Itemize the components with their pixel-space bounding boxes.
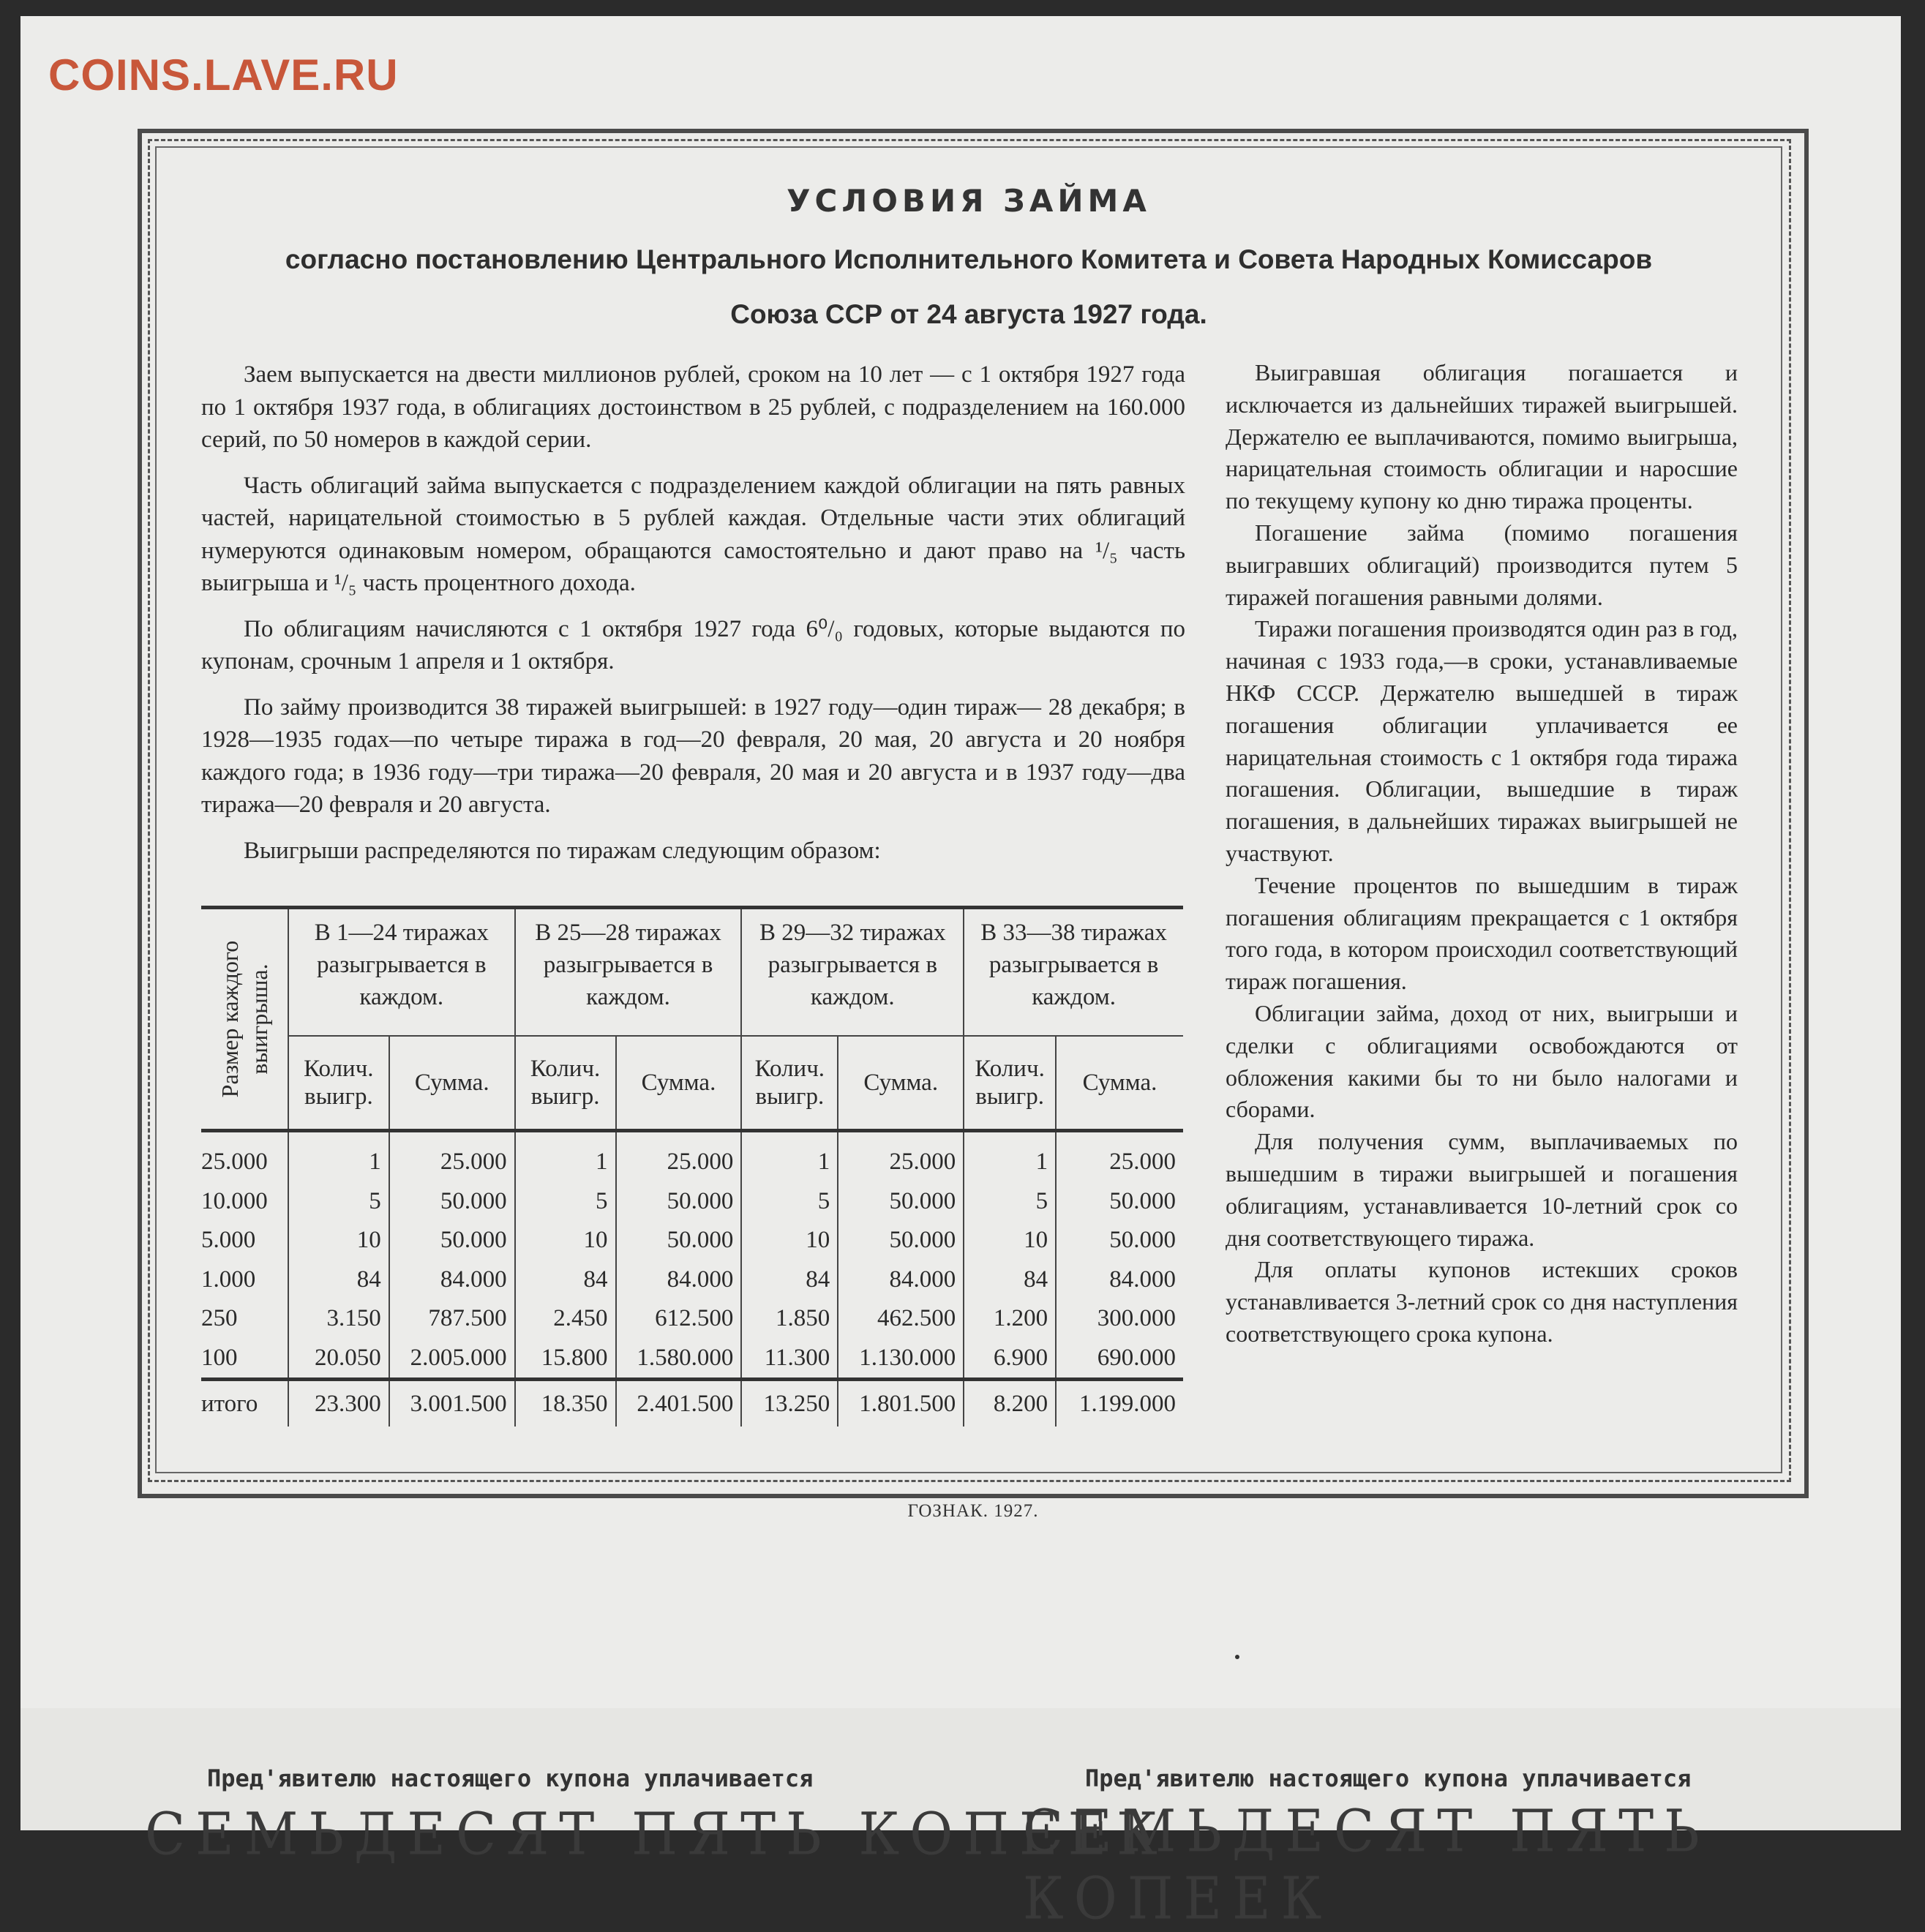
sum-header: Сумма. xyxy=(616,1036,742,1131)
group-header: В 29—32 тиражах разыгрывается в каждом. xyxy=(741,908,964,1036)
prize-sum: 50.000 xyxy=(389,1221,515,1260)
prize-count: 3.150 xyxy=(288,1299,389,1339)
prize-count: 10 xyxy=(515,1221,616,1260)
prize-sum: 84.000 xyxy=(1056,1260,1183,1300)
prize-count: 84 xyxy=(741,1260,838,1300)
size-header: Размер каждого выигрыша. xyxy=(216,940,272,1098)
prize-rows xyxy=(201,1131,1183,1380)
paragraph: Для оплаты купонов истекших сроков устанавливается 3-летний срок со дня наступления соответствующего срока купона. xyxy=(1226,1256,1738,1347)
prize-sum: 50.000 xyxy=(1056,1221,1183,1260)
prize-size: 250 xyxy=(201,1305,238,1332)
paragraph: По облигациям начисляются с 1 октября 1927 года 6⁰/₀ годовых, которые выдаются по купонам, срочным 1 апреля и 1 октября. xyxy=(201,615,1185,674)
watermark: COINS.LAVE.RU xyxy=(48,50,399,99)
total-sum: 1.199.000 xyxy=(1056,1380,1183,1427)
prize-count: 1.200 xyxy=(964,1299,1056,1339)
table-row xyxy=(201,1221,1183,1260)
prize-sum: 84.000 xyxy=(838,1260,964,1300)
paragraph: Для получения сумм, выплачиваемых по вышедшим в тиражи выигрышей и погашения облигациям, устанавливается 10-летний срок со дня соответствующего тиража. xyxy=(1226,1128,1738,1251)
prize-size: 100 xyxy=(201,1344,238,1371)
prize-sum: 25.000 xyxy=(616,1131,742,1182)
prize-sum: 50.000 xyxy=(1056,1182,1183,1222)
coupon-text-left: Пред'явителю настоящего купона уплачивается xyxy=(207,1764,814,1792)
document-subtitle-line1: согласно постановлению Центрального Исполнительного Комитета и Совета Народных Комиссаров xyxy=(285,244,1653,274)
prize-sum: 25.000 xyxy=(389,1131,515,1182)
paragraph: Заем выпускается на двести миллионов рублей, сроком на 10 лет — с 1 октября 1927 года по 1 октября 1937 года, в облигациях достоинством в 25 рублей, с подразделением на 160.000 серий, по 50 номеров в каждой серии. xyxy=(201,361,1185,453)
count-header: Колич. выигр. xyxy=(964,1036,1056,1131)
prize-count: 1 xyxy=(964,1131,1056,1182)
prize-sum: 84.000 xyxy=(389,1260,515,1300)
group-header: В 33—38 тиражах разыгрывается в каждом. xyxy=(964,908,1183,1036)
prize-sum: 50.000 xyxy=(838,1221,964,1260)
prize-sum: 690.000 xyxy=(1056,1339,1183,1380)
total-sum: 2.401.500 xyxy=(616,1380,742,1427)
total-sum: 1.801.500 xyxy=(838,1380,964,1427)
prize-count: 5 xyxy=(515,1182,616,1222)
group-header: В 1—24 тиражах разыгрывается в каждом. xyxy=(288,908,515,1036)
prize-count: 84 xyxy=(515,1260,616,1300)
size-header-cell xyxy=(201,908,288,1131)
total-sum: 3.001.500 xyxy=(389,1380,515,1427)
prize-count: 1 xyxy=(288,1131,389,1182)
left-column xyxy=(201,358,1185,880)
prize-sum: 84.000 xyxy=(616,1260,742,1300)
paragraph: Часть облигаций займа выпускается с подразделением каждой облигации на пять равных частей, нарицательной стоимостью в 5 рублей каждая. Отдельные части этих облигаций нумеруются одинаковым номером, обращаются самостоятельно и дают право на ¹/₅ часть выигрыша и ¹/₅ часть процентного дохода. xyxy=(201,472,1185,596)
prize-count: 15.800 xyxy=(515,1339,616,1380)
prize-sum: 25.000 xyxy=(1056,1131,1183,1182)
printer-imprint: ГОЗНАК. 1927. xyxy=(907,1501,1039,1521)
prize-size: 10.000 xyxy=(201,1187,268,1214)
total-count: 18.350 xyxy=(515,1380,616,1427)
prize-sum: 300.000 xyxy=(1056,1299,1183,1339)
total-label: итого xyxy=(201,1380,288,1427)
prize-sum: 50.000 xyxy=(389,1182,515,1222)
table-row xyxy=(201,1299,1183,1339)
count-header: Колич. выигр. xyxy=(741,1036,838,1131)
table-total-row xyxy=(201,1380,1183,1427)
sum-header: Сумма. xyxy=(1056,1036,1183,1131)
prize-count: 1 xyxy=(515,1131,616,1182)
table-row xyxy=(201,1260,1183,1300)
prize-count: 6.900 xyxy=(964,1339,1056,1380)
document-subtitle-line2: Союза ССР от 24 августа 1927 года. xyxy=(730,299,1207,329)
document-title: УСЛОВИЯ ЗАЙМА xyxy=(787,183,1151,219)
prize-count: 1 xyxy=(741,1131,838,1182)
right-column xyxy=(1226,357,1738,1350)
prize-sum: 50.000 xyxy=(616,1182,742,1222)
prize-count: 11.300 xyxy=(741,1339,838,1380)
coupon-text-right: Пред'явителю настоящего купона уплачивается xyxy=(1085,1764,1692,1792)
prize-count: 84 xyxy=(964,1260,1056,1300)
prize-sum: 1.130.000 xyxy=(838,1339,964,1380)
prize-sum: 25.000 xyxy=(838,1131,964,1182)
prize-sum: 50.000 xyxy=(838,1182,964,1222)
prize-sum: 2.005.000 xyxy=(389,1339,515,1380)
total-count: 13.250 xyxy=(741,1380,838,1427)
prize-sum: 462.500 xyxy=(838,1299,964,1339)
paragraph: Течение процентов по вышедшим в тираж погашения облигациям прекращается с 1 октября того года, в котором происходил соответствующий тираж погашения. xyxy=(1226,871,1738,995)
group-header: В 25—28 тиражах разыгрывается в каждом. xyxy=(515,908,742,1036)
prize-sum: 612.500 xyxy=(616,1299,742,1339)
prize-count: 5 xyxy=(288,1182,389,1222)
paragraph: Выигравшая облигация погашается и исключается из дальнейших тиражей выигрышей. Держателю ее выплачиваются, помимо выигрыша, нарицательная стоимость облигации и наросшие по текущему купону ко дню тиража проценты. xyxy=(1226,359,1738,514)
prize-size: 1.000 xyxy=(201,1266,256,1293)
total-count: 8.200 xyxy=(964,1380,1056,1427)
prize-count: 10 xyxy=(288,1221,389,1260)
paragraph: Выигрыши распределяются по тиражам следующим образом: xyxy=(244,837,881,864)
prize-sum: 1.580.000 xyxy=(616,1339,742,1380)
paragraph: Облигации займа, доход от них, выигрыши и сделки с облигациями освобождаются от обложения какими бы то ни было налогами и сборами. xyxy=(1226,999,1738,1123)
prize-count: 10 xyxy=(741,1221,838,1260)
prize-count: 5 xyxy=(741,1182,838,1222)
total-count: 23.300 xyxy=(288,1380,389,1427)
prize-size: 25.000 xyxy=(201,1149,268,1176)
prize-count: 20.050 xyxy=(288,1339,389,1380)
prize-count: 10 xyxy=(964,1221,1056,1260)
table-row xyxy=(201,1182,1183,1222)
paragraph: По займу производится 38 тиражей выигрышей: в 1927 году—один тираж— 28 декабря; в 1928—1935 годах—по четыре тиража в год—20 февраля, 20 мая, 20 августа и 20 ноября каждого года; в 1936 году—три тиража—20 февраля, 20 мая и 20 августа и в 1937 году—два тиража—20 февраля и 20 августа. xyxy=(201,694,1185,818)
ink-dot xyxy=(1235,1655,1239,1659)
paragraph: Тиражи погашения производятся один раз в год, начиная с 1933 года,—в сроки, устанавливаемые НКФ СССР. Держателю вышедшей в тираж погашения облигации уплачивается ее нарицательная стоимость с 1 октября года тиража погашения. Облигации, вышедшие в тираж погашения, в дальнейших тиражах выигрышей не участвуют. xyxy=(1226,615,1738,866)
table-row xyxy=(201,1339,1183,1380)
paragraph: Погашение займа (помимо погашения выигравших облигаций) производится путем 5 тиражей погашения равными долями. xyxy=(1226,519,1738,610)
prize-count: 2.450 xyxy=(515,1299,616,1339)
count-header: Колич. выигр. xyxy=(288,1036,389,1131)
count-header: Колич. выигр. xyxy=(515,1036,616,1131)
sum-header: Сумма. xyxy=(838,1036,964,1131)
prize-sum: 787.500 xyxy=(389,1299,515,1339)
table-row xyxy=(201,1131,1183,1182)
coupon-amount-left: СЕМЬДЕСЯТ ПЯТЬ КОПЕЕК xyxy=(145,1800,1168,1868)
prize-table xyxy=(201,906,1183,1427)
prize-size: 5.000 xyxy=(201,1227,256,1254)
prize-count: 5 xyxy=(964,1182,1056,1222)
sum-header: Сумма. xyxy=(389,1036,515,1131)
coupon-amount-right: СЕМЬДЕСЯТ ПЯТЬ КОПЕЕК xyxy=(1023,1797,1710,1932)
prize-count: 1.850 xyxy=(741,1299,838,1339)
prize-count: 84 xyxy=(288,1260,389,1300)
prize-sum: 50.000 xyxy=(616,1221,742,1260)
